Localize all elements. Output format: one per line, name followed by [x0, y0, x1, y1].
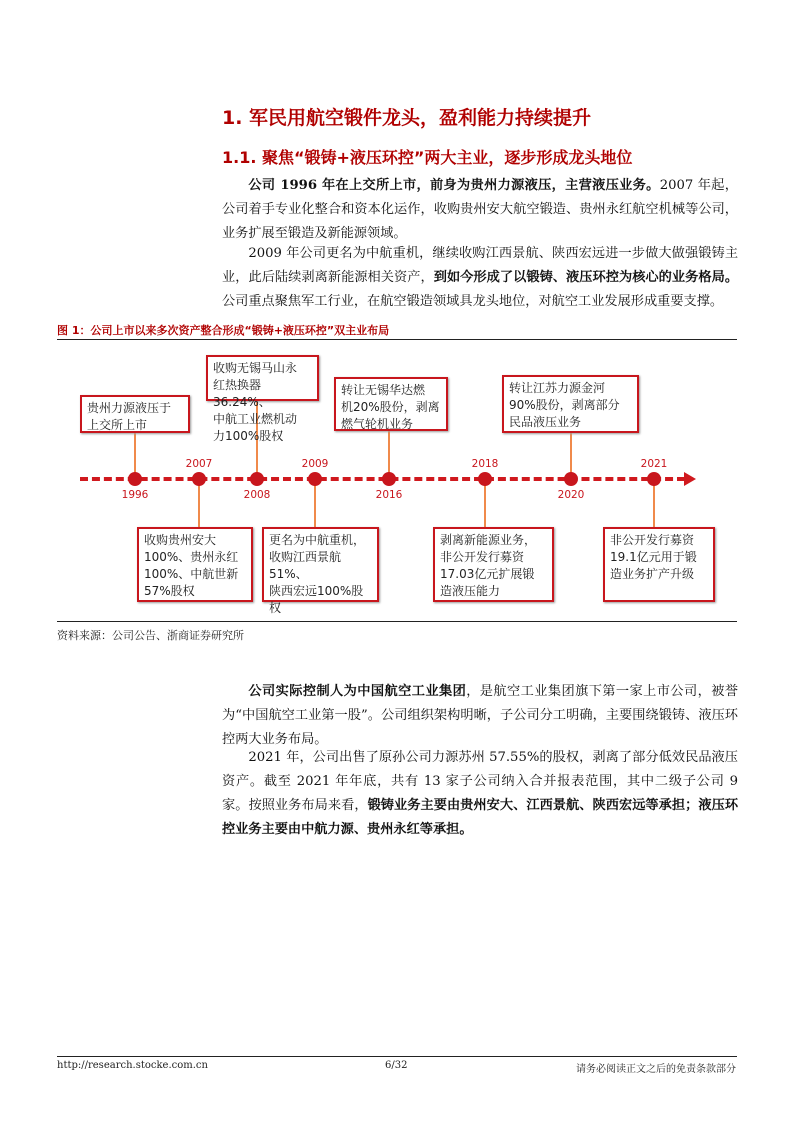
- text: 2009 年公司更名为中航重机，继续收购江西景航、陕西宏远进一步做大做强锻铸主业，此后陆续剥离新能源相关资产，: [222, 246, 738, 285]
- timeline-connector: [653, 479, 655, 527]
- timeline-dot: [382, 472, 396, 486]
- timeline-connector: [484, 479, 486, 527]
- timeline-event-box: 更名为中航重机， 收购江西景航51%、 陕西宏远100%股 权: [262, 527, 379, 602]
- timeline-dot: [647, 472, 661, 486]
- timeline-event-box: 贵州力源液压于 上交所上市: [80, 395, 190, 433]
- timeline-year: 2018: [471, 458, 499, 470]
- bold-text: 锻铸业务主要由贵州安大、江西景航、陕西宏远等承担；液压环控业务主要由中航力源、贵州永红等承担。: [222, 798, 739, 837]
- timeline-event-box: 收购无锡马山永 红热换器36.24%、 中航工业燃机动 力100%股权: [206, 355, 319, 401]
- timeline-year: 2008: [243, 489, 271, 501]
- bold-text: 公司 1996 年在上交所上市，前身为贵州力源液压，主营液压业务。: [248, 178, 660, 193]
- figure-title: 图 1：公司上市以来多次资产整合形成“锻铸+液压环控”双主业布局: [57, 324, 390, 337]
- timeline-year: 2016: [375, 489, 403, 501]
- page-number: 6/32: [385, 1060, 408, 1071]
- footer-url[interactable]: http://research.stocke.com.cn: [57, 1060, 208, 1071]
- timeline-dot: [478, 472, 492, 486]
- paragraph-1: [222, 174, 738, 246]
- text: 2007 年起，公司着手专业化整合和资本化运作，收购贵州安大航空锻造、贵州永红航空机械等公司，业务扩展至锻造及新能源领域。: [222, 178, 738, 241]
- timeline-dot: [250, 472, 264, 486]
- paragraph-3: [222, 680, 738, 752]
- timeline-connector: [198, 479, 200, 527]
- paragraph-2: [222, 242, 738, 314]
- figure-bottom-rule: [57, 621, 737, 622]
- timeline-year: 2007: [185, 458, 213, 470]
- text: 2021 年，公司出售了原孙公司力源苏州 57.55%的股权，剥离了部分低效民品液压资产。截至 2021 年年底，共有 13 家子公司纳入合并报表范围，其中二级子公司 9 家。按照业务布局来看，: [222, 750, 738, 813]
- timeline-event-box: 非公开发行募资 19.1亿元用于锻 造业务扩产升级: [603, 527, 715, 602]
- timeline-dot: [308, 472, 322, 486]
- footer-disclaimer: 请务必阅读正文之后的免责条款部分: [576, 1064, 736, 1075]
- section-heading: 1. 军民用航空锻件龙头，盈利能力持续提升: [222, 107, 592, 129]
- timeline-event-box: 转让江苏力源金河 90%股份，剥离部分 民品液压业务: [502, 375, 639, 433]
- timeline-year: 2020: [557, 489, 585, 501]
- timeline-year: 1996: [121, 489, 149, 501]
- timeline-dot: [128, 472, 142, 486]
- text: 公司重点聚焦军工行业，在航空锻造领域具龙头地位，对航空工业发展形成重要支撑。: [222, 294, 724, 309]
- arrow-head-icon: [684, 472, 696, 486]
- timeline-year: 2009: [301, 458, 329, 470]
- timeline-dot: [564, 472, 578, 486]
- timeline-year: 2021: [640, 458, 668, 470]
- figure-top-rule: [57, 339, 737, 340]
- timeline-dot: [192, 472, 206, 486]
- timeline-event-box: 剥离新能源业务， 非公开发行募资 17.03亿元扩展锻 造液压能力: [433, 527, 554, 602]
- footer-rule: [57, 1056, 737, 1057]
- subsection-heading: 1.1. 聚焦“锻铸+液压环控”两大主业，逐步形成龙头地位: [222, 148, 633, 167]
- figure-source: 资料来源：公司公告、浙商证券研究所: [57, 629, 244, 642]
- bold-text: 到如今形成了以锻铸、液压环控为核心的业务格局。: [433, 270, 739, 285]
- timeline-connector: [314, 479, 316, 527]
- bold-text: 公司实际控制人为中国航空工业集团: [248, 684, 467, 699]
- text: ，是航空工业集团旗下第一家上市公司，被誉为“中国航空工业第一股”。公司组织架构明晰，子公司分工明确，主要围绕锻铸、液压环控两大业务布局。: [222, 684, 739, 747]
- paragraph-4: [222, 746, 738, 842]
- timeline-event-box: 转让无锡华达燃 机20%股份，剥离 燃气轮机业务: [334, 377, 448, 431]
- timeline-event-box: 收购贵州安大 100%、贵州永红 100%、中航世新 57%股权: [137, 527, 253, 602]
